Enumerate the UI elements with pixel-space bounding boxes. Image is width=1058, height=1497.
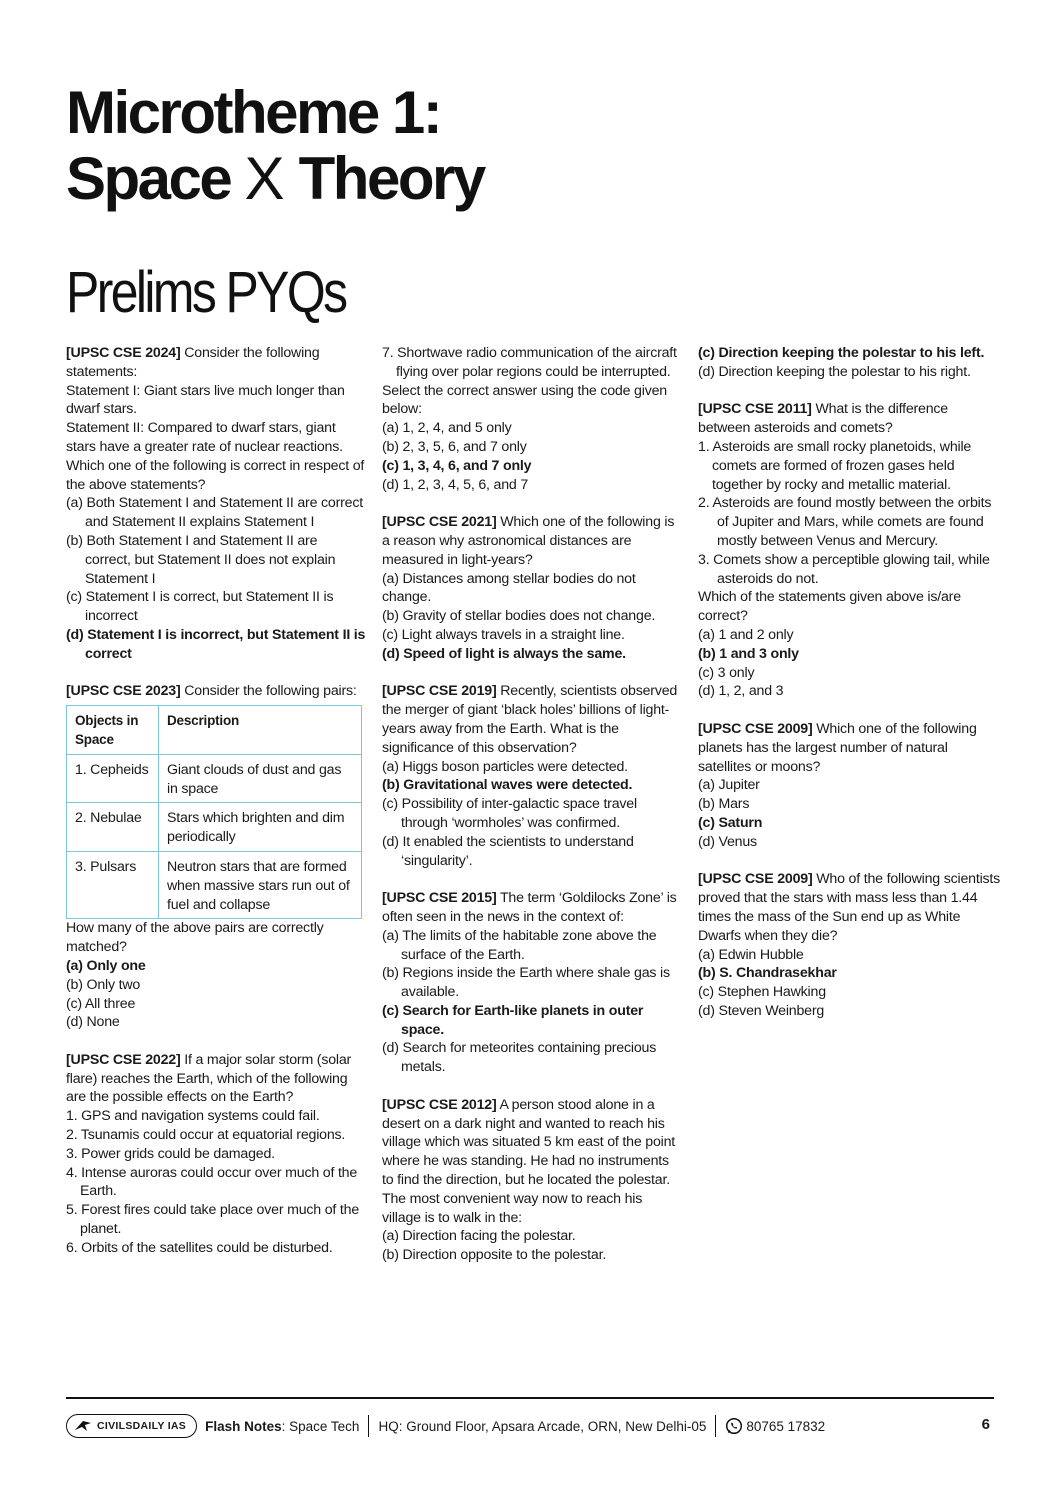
column-3 bbox=[698, 344, 1003, 1039]
option-a: (a) Distances among stellar bodies do not change. bbox=[382, 570, 636, 606]
table-cell: 1. Cepheids bbox=[67, 754, 159, 803]
table-header: Objects in Space bbox=[67, 706, 159, 755]
list-item: 2. Asteroids are found mostly between the orbits of Jupiter and Mars, while comets are found mostly between Venus and Mercury. bbox=[698, 495, 992, 549]
title-space: Space bbox=[66, 145, 231, 212]
title-line-1: Microtheme 1: bbox=[66, 79, 441, 146]
question-2009-white-dwarfs bbox=[698, 870, 1003, 1020]
logo-text: CIVILSDAILY IAS bbox=[97, 1420, 187, 1432]
option-c: (c) All three bbox=[66, 995, 136, 1012]
table-cell: Neutron stars that are formed when massive stars run out of fuel and collapse bbox=[159, 851, 362, 918]
question-stem: How many of the above pairs are correctly matched? bbox=[66, 920, 324, 956]
option-d: (d) None bbox=[66, 1014, 120, 1031]
page-title bbox=[66, 80, 484, 212]
option-a: (a) 1 and 2 only bbox=[698, 626, 794, 643]
question-tag: [UPSC CSE 2023] bbox=[66, 683, 181, 700]
option-d: (d) Venus bbox=[698, 833, 757, 850]
question-lead: [UPSC CSE 2019] Recently, scientists observed the merger of giant ‘black holes’ billions of light-years away from the Earth. What is the significance of this observation? bbox=[382, 683, 678, 756]
option-b-answer: (b) 1 and 3 only bbox=[698, 645, 799, 662]
option-a: (a) Both Statement I and Statement II are correct and Statement II explains Statement I bbox=[66, 495, 363, 531]
option-d: (d) Search for meteorites containing precious metals. bbox=[382, 1040, 657, 1076]
question-lead: [UPSC CSE 2011] What is the difference between asteroids and comets? bbox=[698, 401, 949, 437]
option-c: (c) Possibility of inter-galactic space travel through ‘wormholes’ was confirmed. bbox=[382, 796, 637, 831]
option-a-answer: (a) Only one bbox=[66, 957, 146, 974]
option-b: (b) Only two bbox=[66, 976, 141, 993]
question-2012 bbox=[382, 1096, 682, 1265]
question-lead: [UPSC CSE 2009] Which one of the following planets has the largest number of natural satellites or moons? bbox=[698, 720, 977, 775]
column-2 bbox=[382, 344, 682, 1284]
list-item: 6. Orbits of the satellites could be disturbed. bbox=[66, 1239, 333, 1256]
footer-divider bbox=[66, 1397, 994, 1399]
footer-notes: Flash Notes: Space Tech bbox=[205, 1418, 360, 1434]
page-number: 6 bbox=[981, 1416, 990, 1433]
title-theory: Theory bbox=[298, 145, 484, 212]
question-stem: Which one of the following is correct in respect of the above statements? bbox=[66, 457, 365, 493]
table-cell: 3. Pulsars bbox=[67, 851, 159, 918]
list-item: 4. Intense auroras could occur over much of the Earth. bbox=[66, 1164, 358, 1200]
option-a: (a) 1, 2, 4, and 5 only bbox=[382, 420, 512, 437]
option-b: (b) Mars bbox=[698, 796, 750, 813]
statement-2: Statement II: Compared to dwarf stars, giant stars have a greater rate of nuclear reactions. bbox=[66, 420, 343, 455]
section-subtitle: Prelims PYQs bbox=[66, 260, 346, 325]
whatsapp-icon bbox=[725, 1417, 743, 1435]
eagle-icon bbox=[75, 1420, 91, 1432]
statement-1: Statement I: Giant stars live much longer than dwarf stars. bbox=[66, 382, 345, 418]
option-a: (a) Jupiter bbox=[698, 777, 760, 794]
option-d-answer: (d) Speed of light is always the same. bbox=[382, 645, 626, 662]
option-a: (a) Edwin Hubble bbox=[698, 946, 804, 963]
question-lead: [UPSC CSE 2023] Consider the following pairs: bbox=[66, 683, 357, 700]
question-2024 bbox=[66, 344, 366, 664]
option-b: (b) Direction opposite to the polestar. bbox=[382, 1247, 607, 1264]
list-item: 1. Asteroids are small rocky planetoids, while comets are formed of frozen gases held together by rocky and metallic material. bbox=[698, 438, 972, 493]
option-b: (b) 2, 3, 5, 6, and 7 only bbox=[382, 438, 527, 455]
table-header-row bbox=[67, 706, 362, 755]
question-lead: [UPSC CSE 2015] The term ‘Goldilocks Zone’ is often seen in the news in the context of: bbox=[382, 890, 677, 925]
question-2011 bbox=[698, 400, 1003, 701]
option-b: (b) Gravity of stellar bodies does not change. bbox=[382, 608, 656, 625]
question-2023 bbox=[66, 682, 366, 1032]
question-tag: [UPSC CSE 2015] bbox=[382, 890, 497, 907]
table-row bbox=[67, 803, 362, 852]
list-item: 5. Forest fires could take place over much of the planet. bbox=[66, 1202, 360, 1238]
option-d: (d) It enabled the scientists to understand ‘singularity’. bbox=[382, 833, 634, 869]
question-2022 bbox=[66, 1051, 366, 1258]
footer-separator bbox=[368, 1415, 369, 1437]
option-c-answer: (c) Direction keeping the polestar to his left. bbox=[698, 345, 985, 361]
table-cell: Giant clouds of dust and gas in space bbox=[159, 754, 362, 803]
question-2012-continued bbox=[698, 344, 1003, 382]
list-item: 7. Shortwave radio communication of the aircraft flying over polar regions could be interrupted. bbox=[382, 345, 677, 380]
list-item: 2. Tsunamis could occur at equatorial regions. bbox=[66, 1127, 346, 1144]
question-tag: [UPSC CSE 2011] bbox=[698, 401, 812, 418]
question-2015 bbox=[382, 889, 682, 1077]
question-tag: [UPSC CSE 2022] bbox=[66, 1051, 181, 1068]
footer-address: HQ: Ground Floor, Apsara Arcade, ORN, New Delhi-05 bbox=[378, 1418, 707, 1434]
list-item: 1. GPS and navigation systems could fail. bbox=[66, 1108, 320, 1125]
option-d: (d) Steven Weinberg bbox=[698, 1002, 825, 1019]
option-a: (a) Higgs boson particles were detected. bbox=[382, 758, 628, 775]
question-stem: Which of the statements given above is/are correct? bbox=[698, 589, 961, 625]
question-2021 bbox=[382, 513, 682, 663]
table-row bbox=[67, 754, 362, 803]
option-d: (d) 1, 2, and 3 bbox=[698, 683, 784, 700]
option-c-answer: (c) Search for Earth-like planets in outer space. bbox=[382, 1002, 644, 1038]
option-b-answer: (b) S. Chandrasekhar bbox=[698, 965, 837, 982]
title-x: X bbox=[244, 145, 285, 212]
question-lead: [UPSC CSE 2024] Consider the following statements: bbox=[66, 345, 320, 380]
option-d-answer: (d) Statement I is incorrect, but Statement II is correct bbox=[66, 626, 366, 662]
option-c: (c) Statement I is correct, but Statement II is incorrect bbox=[66, 589, 334, 625]
question-2022-continued bbox=[382, 344, 682, 494]
option-b-answer: (b) Gravitational waves were detected. bbox=[382, 777, 633, 794]
option-d: (d) Direction keeping the polestar to his right. bbox=[698, 363, 971, 380]
option-b: (b) Both Statement I and Statement II are correct, but Statement II does not explain Statement I bbox=[66, 532, 336, 587]
option-a: (a) Direction facing the polestar. bbox=[382, 1228, 576, 1245]
title-line-2 bbox=[66, 146, 484, 212]
footer-phone: 80765 17832 bbox=[725, 1417, 825, 1435]
option-c: (c) Light always travels in a straight line. bbox=[382, 626, 625, 643]
question-stem: Select the correct answer using the code given below: bbox=[382, 382, 667, 418]
question-tag: [UPSC CSE 2009] bbox=[698, 720, 813, 737]
table-cell: Stars which brighten and dim periodically bbox=[159, 803, 362, 852]
list-item: 3. Comets show a perceptible glowing tail, while asteroids do not. bbox=[698, 551, 990, 587]
list-item: 3. Power grids could be damaged. bbox=[66, 1145, 275, 1162]
question-lead: [UPSC CSE 2021] Which one of the following is a reason why astronomical distances are measured in light-years? bbox=[382, 514, 675, 568]
pairs-table bbox=[66, 705, 362, 919]
option-a: (a) The limits of the habitable zone above the surface of the Earth. bbox=[382, 927, 657, 963]
question-tag: [UPSC CSE 2012] bbox=[382, 1096, 497, 1113]
option-c-answer: (c) Saturn bbox=[698, 814, 763, 831]
question-tag: [UPSC CSE 2021] bbox=[382, 514, 497, 531]
question-lead: [UPSC CSE 2022] If a major solar storm (solar flare) reaches the Earth, which of the following are the possible effects on the Earth? bbox=[66, 1051, 352, 1106]
question-2019 bbox=[382, 682, 682, 870]
question-lead: [UPSC CSE 2009] Who of the following scientists proved that the stars with mass less than 1.44 times the mass of the Sun end up as White Dwarfs when they die? bbox=[698, 871, 1001, 944]
column-1 bbox=[66, 344, 366, 1276]
option-b: (b) Regions inside the Earth where shale gas is available. bbox=[382, 965, 670, 1001]
civilsdaily-logo bbox=[66, 1414, 197, 1438]
option-c: (c) Stephen Hawking bbox=[698, 984, 826, 1001]
footer bbox=[66, 1412, 994, 1440]
option-c: (c) 3 only bbox=[698, 664, 755, 681]
question-tag: [UPSC CSE 2009] bbox=[698, 871, 813, 888]
option-c-answer: (c) 1, 3, 4, 6, and 7 only bbox=[382, 457, 532, 474]
question-lead: [UPSC CSE 2012] A person stood alone in a desert on a dark night and wanted to reach his village which was situated 5 km east of the point where he was standing. He had no instruments to find the direction, but he located the polestar. The most convenient way now to reach his village is to walk in the: bbox=[382, 1096, 676, 1226]
table-cell: 2. Nebulae bbox=[67, 803, 159, 852]
question-tag: [UPSC CSE 2019] bbox=[382, 683, 497, 700]
table-header: Description bbox=[159, 706, 362, 755]
question-2009-moons bbox=[698, 720, 1003, 852]
footer-separator bbox=[715, 1415, 716, 1437]
question-tag: [UPSC CSE 2024] bbox=[66, 345, 181, 361]
option-d: (d) 1, 2, 3, 4, 5, 6, and 7 bbox=[382, 476, 529, 493]
table-row bbox=[67, 851, 362, 918]
